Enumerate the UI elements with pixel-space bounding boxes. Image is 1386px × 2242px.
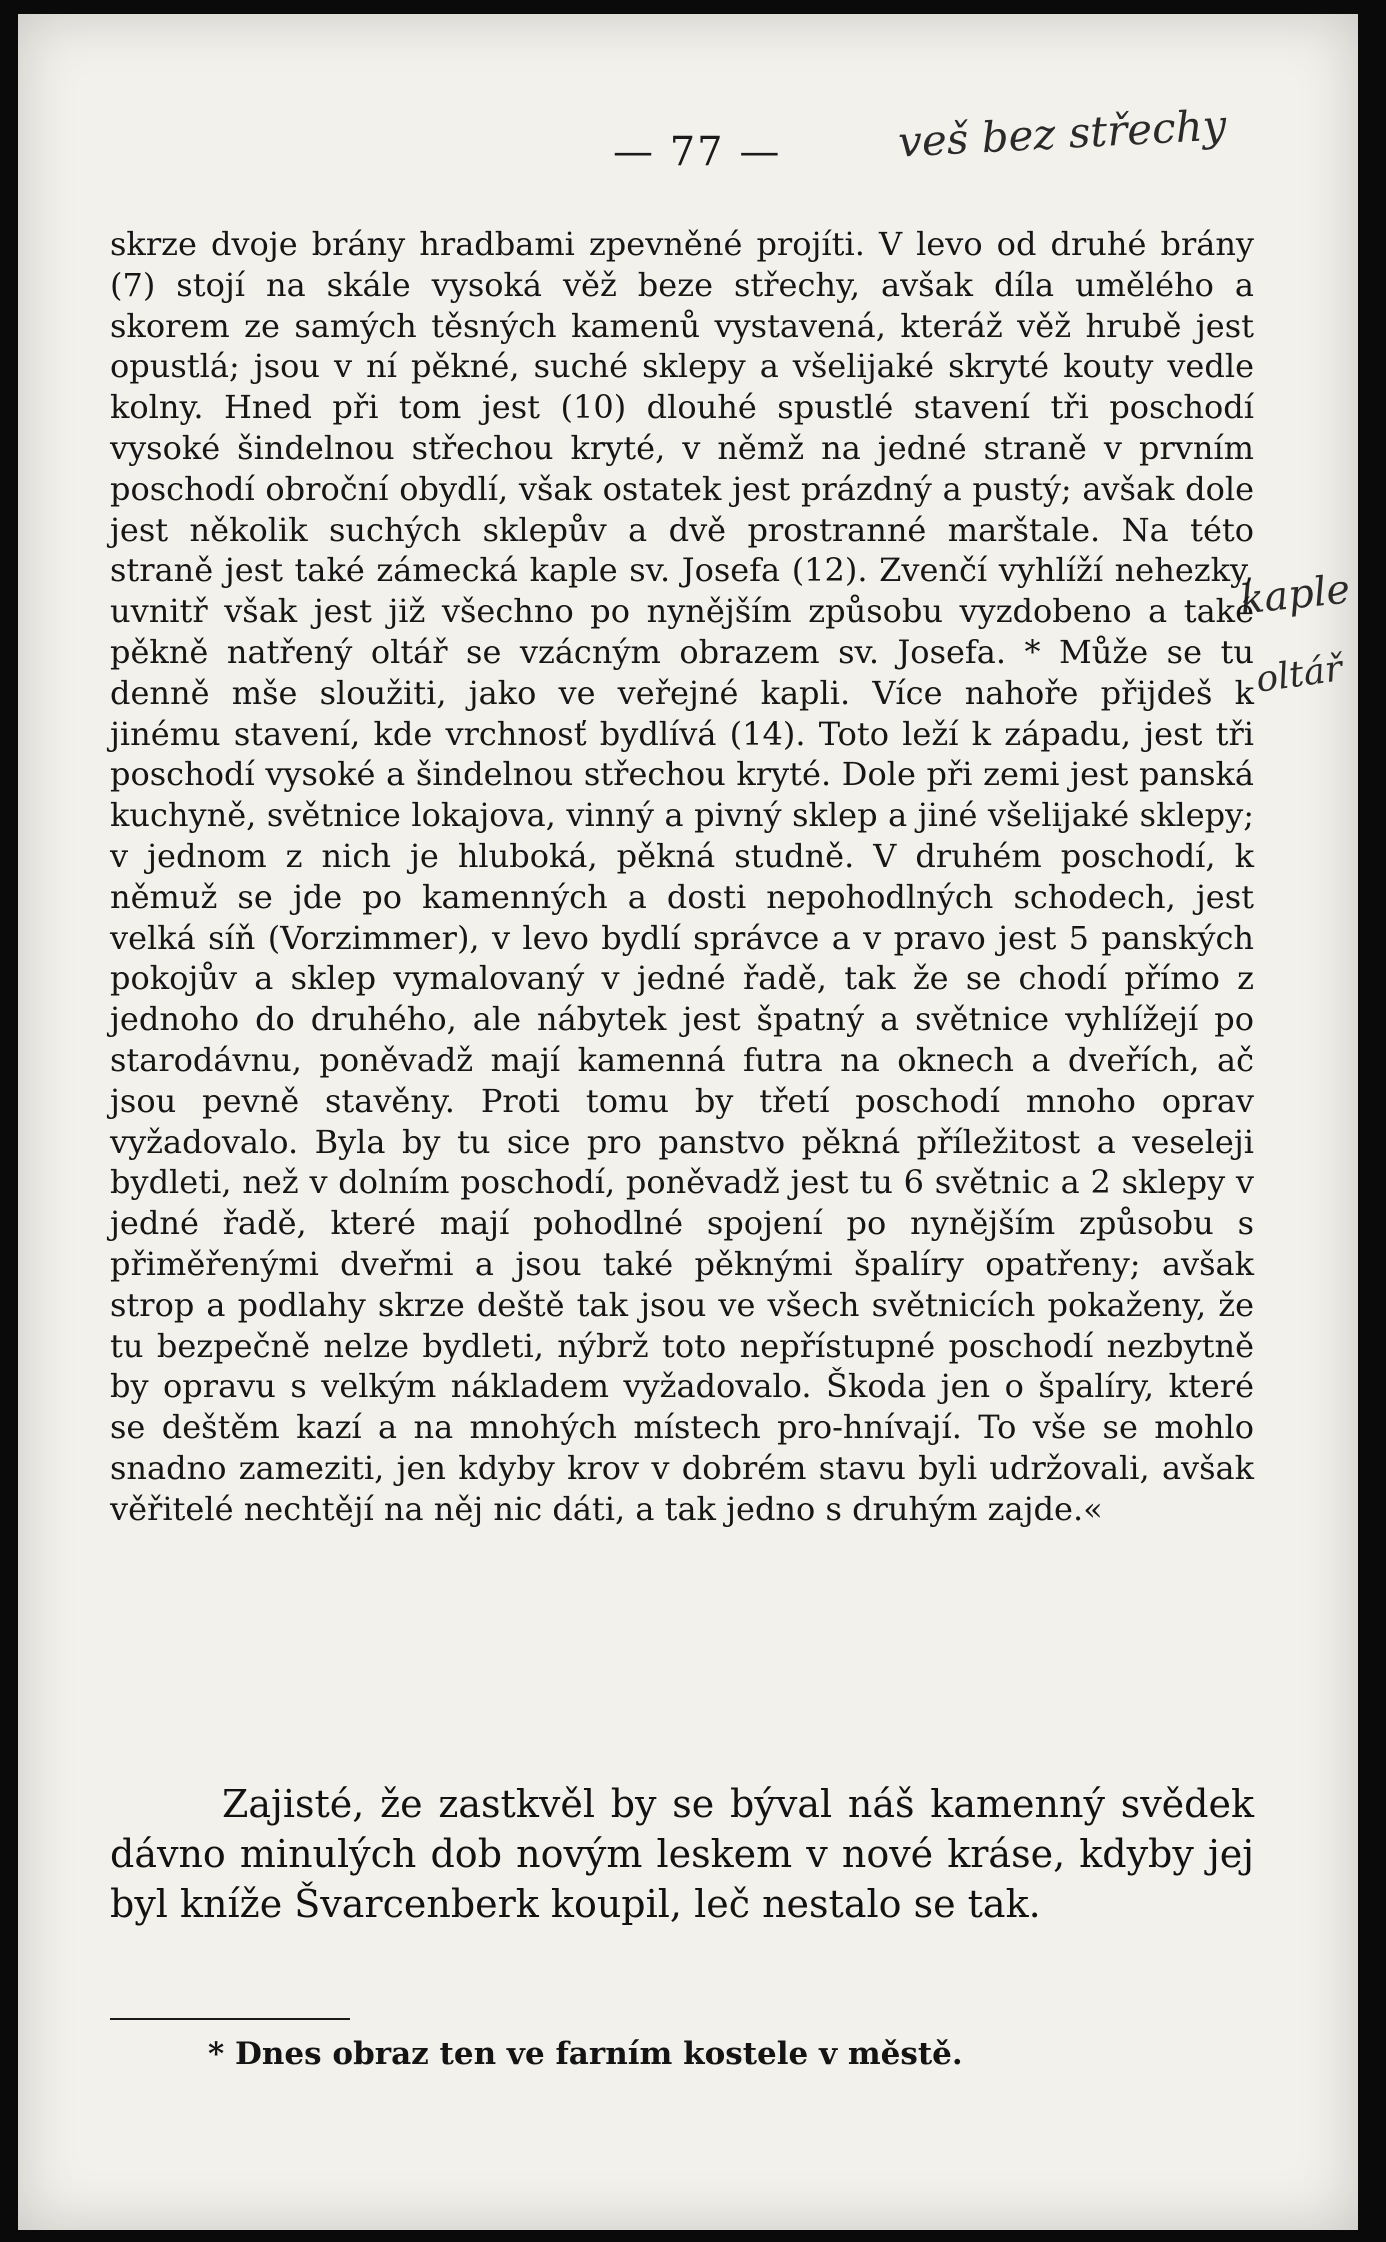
handwritten-note-top: veš bez střechy	[896, 100, 1228, 167]
page-number: — 77 —	[613, 129, 782, 175]
handwritten-margin-note-2: oltář	[1253, 648, 1345, 701]
main-paragraph: skrze dvoje brány hradbami zpevněné projíti. V levo od druhé brány (7) stojí na skále vysoká věž beze střechy, avšak díla umělého a skorem ze samých těsných kamenů vystavená, kteráž věž hrubě jest opustlá; jsou v ní pěkné, suché sklepy a všelijaké skryté kouty vedle kolny. Hned při tom jest (10) dlouhé spustlé stavení tři poschodí vysoké šindelnou střechou kryté, v němž na jedné straně v prvním poschodí obroční obydlí, však ostatek jest prázdný a pustý; avšak dole jest několik suchých sklepův a dvě prostranné marštale. Na této straně jest také zámecká kaple sv. Josefa (12). Zvenčí vyhlíží nehezky, uvnitř však jest již všechno po nynějším způsobu vyzdobeno a také pěkně natřený oltář se vzácným obrazem sv. Josefa. * Může se tu denně mše sloužiti, jako ve veřejné kapli. Více nahoře přijdeš k jinému stavení, kde vrchnosť bydlívá (14). Toto leží k západu, jest tři poschodí vysoké a šindelnou střechou kryté. Dole při zemi jest panská kuchyně, světnice lokajova, vinný a pivný sklep a jiné všelijaké sklepy; v jednom z nich je hluboká, pěkná studně. V druhém poschodí, k němuž se jde po kamenných a dosti nepohodlných schodech, jest velká síň (Vorzimmer), v levo bydlí správce a v pravo jest 5 panských pokojův a sklep vymalovaný v jedné řadě, tak že se chodí přímo z jednoho do druhého, ale nábytek jest špatný a světnice vyhlížejí po starodávnu, poněvadž mají kamenná futra na oknech a dveřích, ač jsou pevně stavěny. Proti tomu by třetí poschodí mnoho oprav vyžadovalo. Byla by tu sice pro panstvo pěkná příležitost a veseleji bydleti, než v dolním poschodí, poněvadž jest tu 6 světnic a 2 sklepy v jedné řadě, které mají pohodlné spojení po nynějším způsobu s přiměřenými dveřmi a jsou také pěknými špalíry opatřeny; avšak strop a podlahy skrze deště tak jsou ve všech světnicích pokaženy, že tu bezpečně nelze bydleti, nýbrž toto nepřístupné poschodí nezbytně by opravu s velkým nákladem vyžadovalo. Škoda jen o špalíry, které se deštěm kazí a na mnohých místech pro-hnívají. To vše se mohlo snadno zameziti, jen kdyby krov v dobrém stavu byli udržovali, avšak věřitelé nechtějí na něj nic dáti, a tak jedno s druhým zajde.«	[110, 225, 1254, 1528]
footnote-divider	[110, 2018, 350, 2020]
book-page	[18, 14, 1358, 2230]
closing-paragraph: Zajisté, že zastkvěl by se býval náš kamenný svědek dávno minulých dob novým leskem v nové kráse, kdyby jej byl kníže Švarcenberk koupil, leč nestalo se tak.	[110, 1782, 1254, 1926]
footnote: * Dnes obraz ten ve farním kostele v městě.	[208, 2036, 963, 2072]
handwritten-margin-note-1: kaple	[1237, 566, 1353, 624]
